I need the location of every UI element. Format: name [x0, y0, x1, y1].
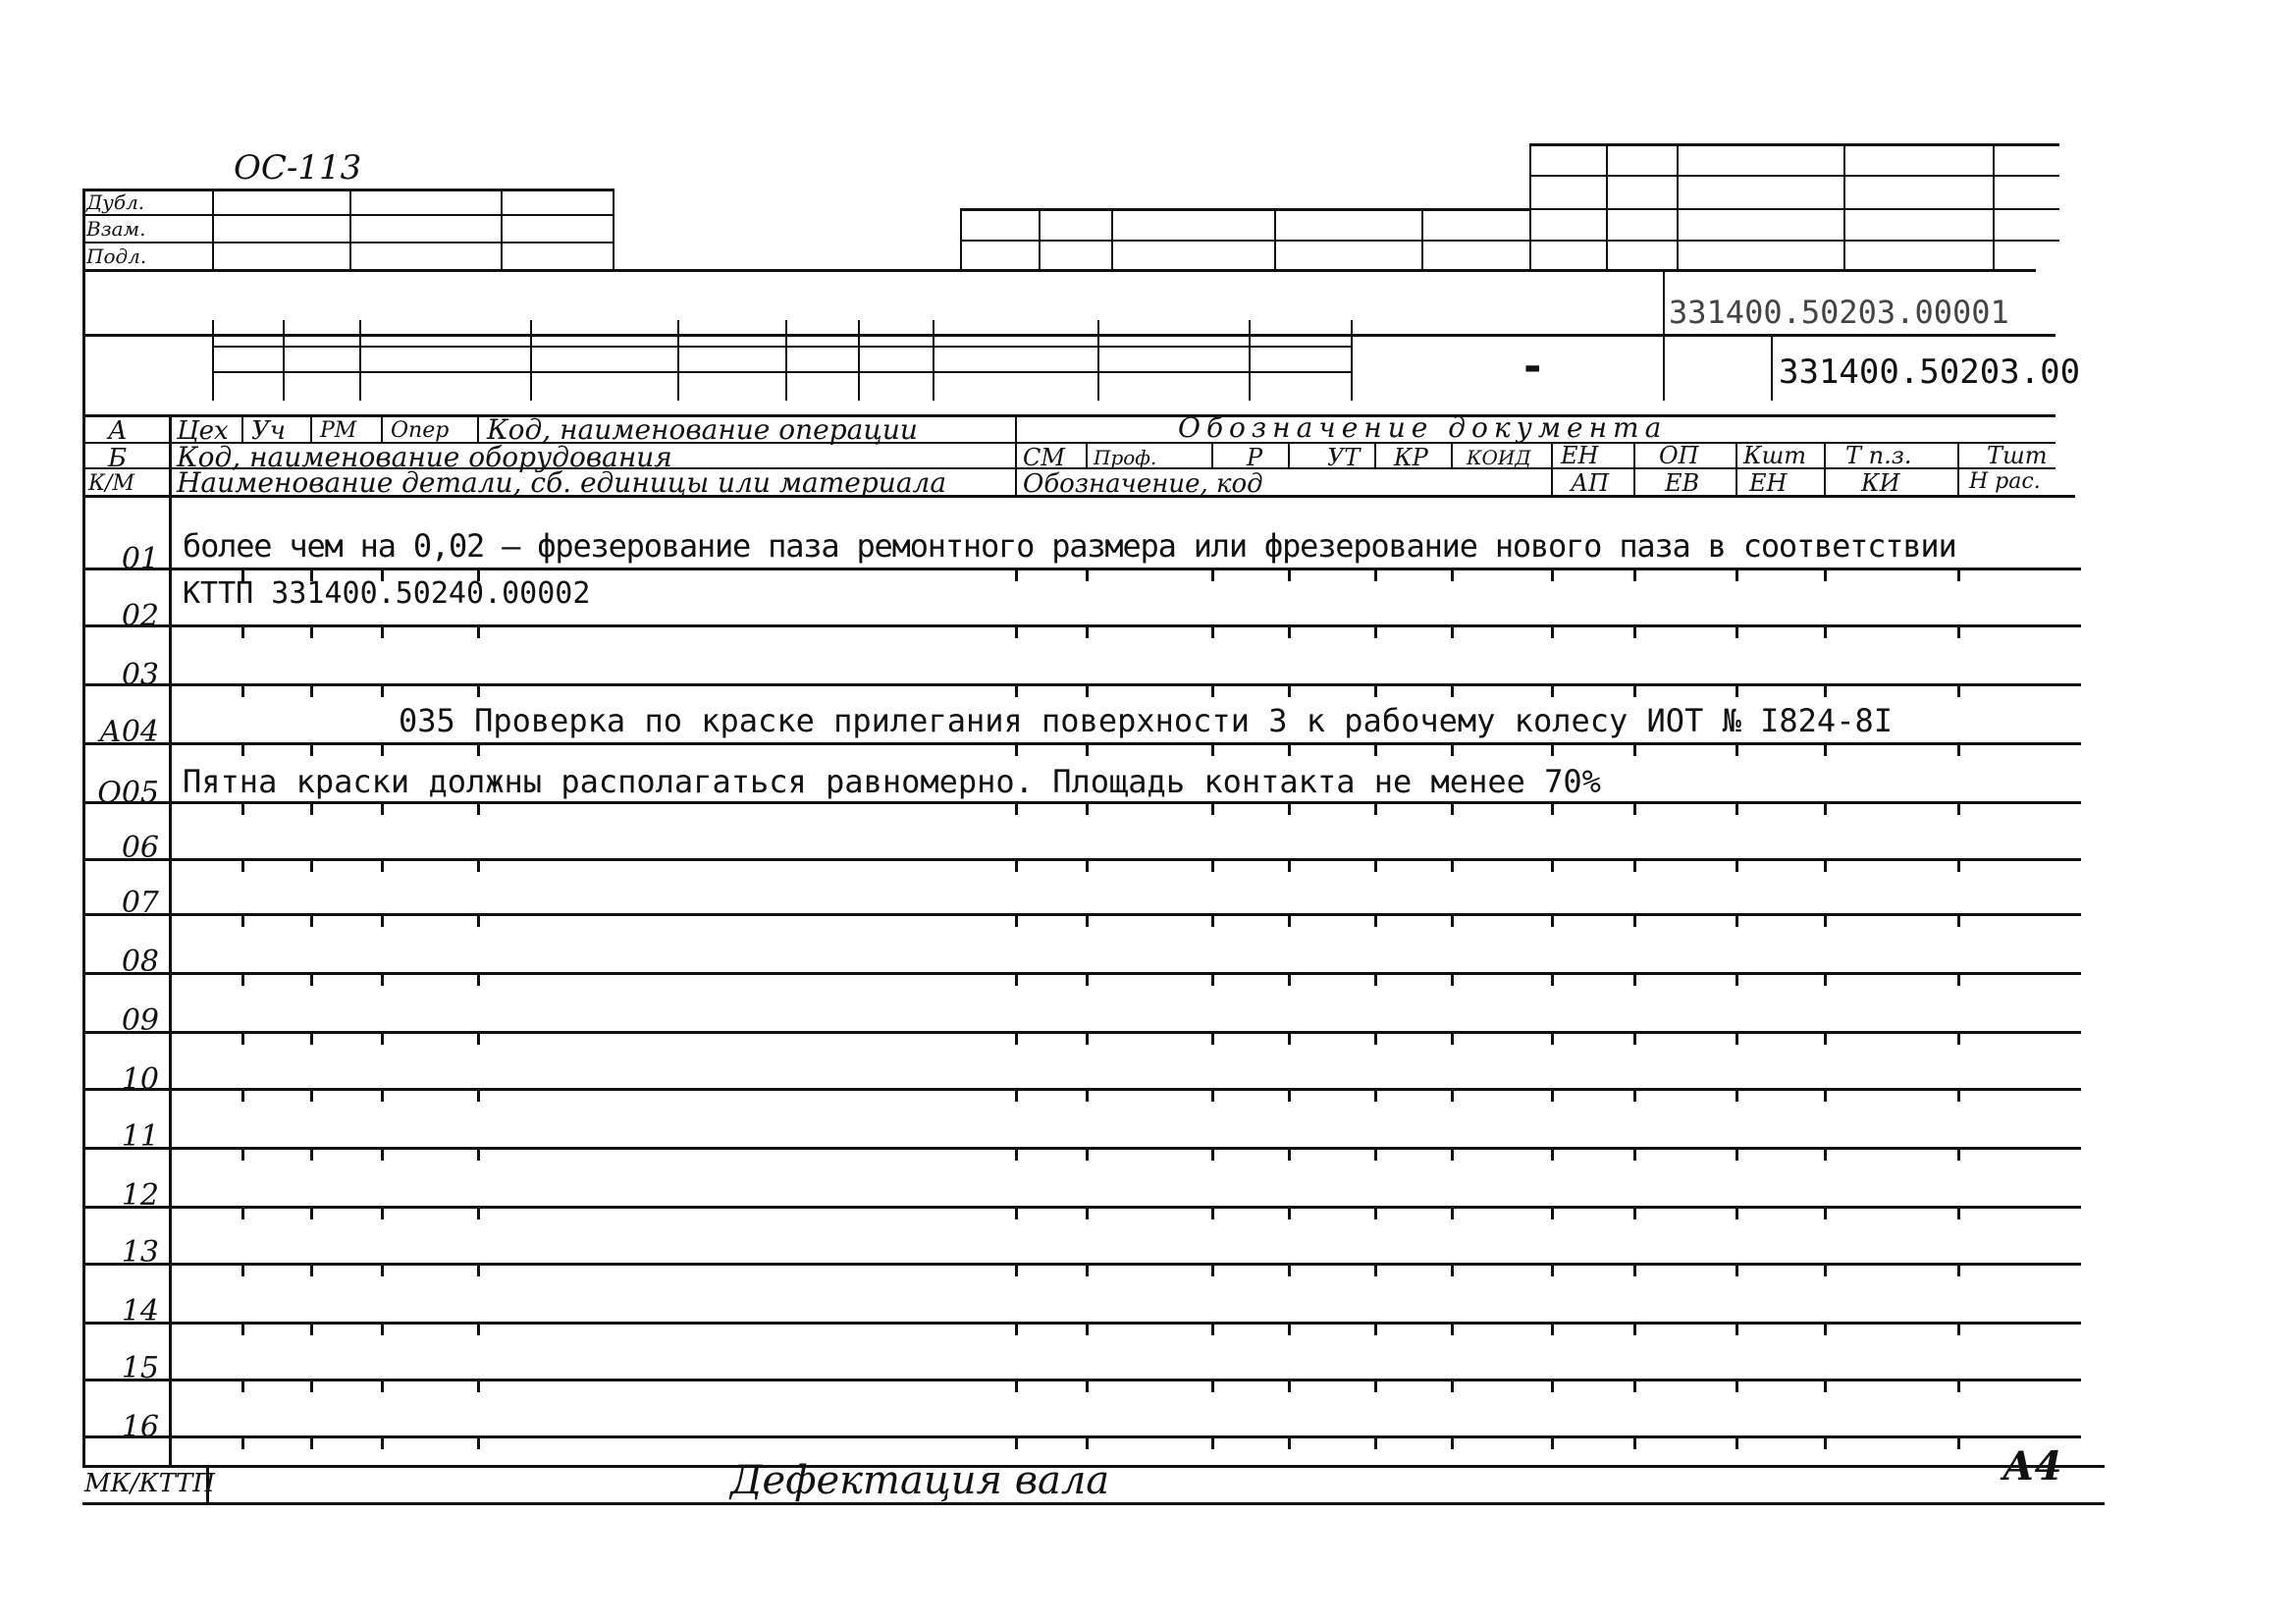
column-tick — [1086, 1206, 1089, 1219]
column-tick — [1015, 1031, 1018, 1045]
column-tick — [1086, 972, 1089, 986]
col-equipment: Код, наименование оборудования — [177, 441, 672, 473]
column-tick — [1633, 1379, 1636, 1392]
column-tick — [241, 1379, 244, 1392]
column-tick — [1957, 972, 1960, 986]
column-tick — [477, 1322, 480, 1335]
column-tick — [1824, 972, 1827, 986]
column-tick — [381, 624, 384, 638]
column-tick — [310, 742, 313, 756]
column-tick — [1633, 1206, 1636, 1219]
column-tick — [1086, 1147, 1089, 1161]
row-number: 11 — [121, 1119, 159, 1154]
column-tick — [1735, 1088, 1738, 1102]
column-tick — [477, 1147, 480, 1161]
row-number: 03 — [121, 658, 159, 692]
col-letter-km: К/М — [88, 471, 134, 496]
col-letter-a: А — [108, 416, 128, 446]
column-tick — [1288, 1147, 1291, 1161]
column-tick — [1824, 1147, 1827, 1161]
column-tick — [1374, 913, 1377, 927]
column-tick — [1451, 972, 1454, 986]
col-sm: СМ — [1023, 444, 1065, 471]
column-tick — [1451, 1088, 1454, 1102]
column-tick — [1735, 683, 1738, 697]
column-tick — [1957, 1088, 1960, 1102]
column-tick — [1824, 801, 1827, 815]
column-tick — [1451, 801, 1454, 815]
col-r: Р — [1247, 444, 1263, 471]
column-tick — [1451, 568, 1454, 581]
designation-dash: - — [1520, 342, 1546, 392]
column-tick — [1211, 858, 1214, 872]
column-tick — [1451, 742, 1454, 756]
column-tick — [1735, 624, 1738, 638]
column-tick — [1451, 1147, 1454, 1161]
column-tick — [1451, 858, 1454, 872]
column-tick — [477, 1435, 480, 1449]
col-oper: Опер — [391, 418, 450, 443]
column-tick — [1824, 624, 1827, 638]
row-number: 12 — [121, 1178, 159, 1213]
column-tick — [1735, 1147, 1738, 1161]
column-tick — [381, 1322, 384, 1335]
column-tick — [1211, 683, 1214, 697]
row-number: 13 — [121, 1235, 159, 1270]
column-tick — [1086, 742, 1089, 756]
column-tick — [1633, 913, 1636, 927]
row-text: КТТП 331400.50240.00002 — [183, 576, 591, 611]
column-tick — [477, 1088, 480, 1102]
column-tick — [1374, 1031, 1377, 1045]
col-uch: Уч — [251, 416, 286, 446]
column-tick — [1451, 1263, 1454, 1276]
column-tick — [1551, 858, 1554, 872]
column-tick — [310, 1031, 313, 1045]
label-vzam: Взам. — [86, 217, 146, 241]
column-tick — [381, 1435, 384, 1449]
column-tick — [381, 913, 384, 927]
column-tick — [1824, 1322, 1827, 1335]
column-tick — [1015, 683, 1018, 697]
col-code: Обозначение, код — [1023, 469, 1263, 499]
column-tick — [1633, 624, 1636, 638]
column-tick — [1086, 683, 1089, 697]
column-tick — [381, 972, 384, 986]
column-tick — [1211, 742, 1214, 756]
column-tick — [1015, 1322, 1018, 1335]
column-tick — [1824, 1031, 1827, 1045]
column-tick — [1551, 1379, 1554, 1392]
column-tick — [1211, 1088, 1214, 1102]
col-nras: Н рас. — [1969, 469, 2041, 494]
column-tick — [1374, 1379, 1377, 1392]
column-tick — [1451, 683, 1454, 697]
column-tick — [1288, 972, 1291, 986]
column-tick — [1957, 913, 1960, 927]
row-text: Пятна краски должны располагаться равномерно. Площадь контакта не менее 70% — [183, 763, 1601, 800]
column-tick — [477, 1379, 480, 1392]
column-tick — [1633, 1088, 1636, 1102]
column-tick — [310, 972, 313, 986]
column-tick — [310, 1322, 313, 1335]
column-tick — [1374, 972, 1377, 986]
column-tick — [241, 1088, 244, 1102]
footer-title: Дефектация вала — [730, 1458, 1110, 1503]
column-tick — [1824, 568, 1827, 581]
column-tick — [310, 683, 313, 697]
col-tpz: Т п.з. — [1845, 442, 1912, 469]
column-tick — [1086, 1322, 1089, 1335]
column-tick — [477, 624, 480, 638]
column-tick — [1211, 568, 1214, 581]
col-ut: УТ — [1327, 444, 1361, 471]
column-tick — [1824, 1263, 1827, 1276]
column-tick — [1451, 1206, 1454, 1219]
column-tick — [1288, 1206, 1291, 1219]
column-tick — [241, 1322, 244, 1335]
column-tick — [1633, 568, 1636, 581]
column-tick — [241, 624, 244, 638]
column-tick — [1735, 972, 1738, 986]
col-rm: РМ — [320, 418, 357, 443]
column-tick — [1288, 624, 1291, 638]
column-tick — [381, 568, 384, 581]
column-tick — [241, 858, 244, 872]
footer-format: А4 — [2002, 1443, 2062, 1489]
column-tick — [1374, 801, 1377, 815]
column-tick — [1374, 858, 1377, 872]
column-tick — [1633, 1322, 1636, 1335]
designation-main: 331400.50203.00 — [1779, 352, 2081, 392]
col-tseh: Цех — [177, 416, 229, 446]
column-tick — [1451, 1379, 1454, 1392]
col-letter-b: Б — [108, 444, 128, 473]
column-tick — [1211, 1147, 1214, 1161]
column-tick — [1086, 858, 1089, 872]
column-tick — [477, 683, 480, 697]
column-tick — [1086, 1435, 1089, 1449]
column-tick — [1451, 913, 1454, 927]
column-tick — [241, 742, 244, 756]
column-tick — [1211, 972, 1214, 986]
column-tick — [1288, 1088, 1291, 1102]
column-tick — [1211, 1206, 1214, 1219]
column-tick — [1086, 1088, 1089, 1102]
column-tick — [1957, 568, 1960, 581]
column-tick — [1824, 1379, 1827, 1392]
column-tick — [1374, 1435, 1377, 1449]
column-tick — [1735, 1031, 1738, 1045]
column-tick — [310, 1088, 313, 1102]
col-op: ОП — [1659, 442, 1699, 469]
column-tick — [1086, 801, 1089, 815]
column-tick — [477, 801, 480, 815]
column-tick — [1633, 972, 1636, 986]
column-tick — [1957, 1147, 1960, 1161]
doc-code: ОС-113 — [234, 148, 362, 188]
column-tick — [1015, 1147, 1018, 1161]
column-tick — [1633, 1263, 1636, 1276]
column-tick — [381, 1263, 384, 1276]
column-tick — [1633, 1147, 1636, 1161]
column-tick — [1211, 1322, 1214, 1335]
column-tick — [381, 1147, 384, 1161]
col-koid: КОИД — [1467, 446, 1531, 469]
column-tick — [1451, 1322, 1454, 1335]
column-tick — [1551, 742, 1554, 756]
column-tick — [477, 568, 480, 581]
row-number: А04 — [99, 715, 159, 749]
column-tick — [1633, 683, 1636, 697]
column-tick — [1451, 624, 1454, 638]
column-tick — [310, 568, 313, 581]
column-tick — [241, 683, 244, 697]
column-tick — [1633, 858, 1636, 872]
row-text: более чем на 0,02 – фрезерование паза ремонтного размера или фрезерование нового паза в соответствии — [183, 527, 1956, 565]
row-number: 06 — [121, 831, 159, 865]
footer-form-code: МК/КТТП — [84, 1469, 215, 1498]
column-tick — [1824, 858, 1827, 872]
column-tick — [310, 801, 313, 815]
col-material: Наименование детали, сб. единицы или материала — [177, 466, 947, 499]
column-tick — [1211, 1379, 1214, 1392]
column-tick — [1451, 1031, 1454, 1045]
column-tick — [1211, 624, 1214, 638]
column-tick — [241, 1147, 244, 1161]
column-tick — [1086, 568, 1089, 581]
column-tick — [1015, 1435, 1018, 1449]
column-tick — [1374, 568, 1377, 581]
column-tick — [241, 1263, 244, 1276]
column-tick — [1957, 1263, 1960, 1276]
column-tick — [1015, 624, 1018, 638]
column-tick — [1735, 568, 1738, 581]
column-tick — [241, 568, 244, 581]
column-tick — [310, 1379, 313, 1392]
column-tick — [1551, 1031, 1554, 1045]
row-number: 07 — [121, 886, 159, 920]
designation-top: 331400.50203.00001 — [1669, 294, 2009, 331]
column-tick — [381, 801, 384, 815]
column-tick — [1957, 801, 1960, 815]
column-tick — [1551, 1147, 1554, 1161]
column-tick — [1374, 683, 1377, 697]
col-en: ЕН — [1561, 442, 1599, 469]
column-tick — [1735, 1263, 1738, 1276]
column-tick — [1735, 1435, 1738, 1449]
col-kr: КР — [1394, 444, 1428, 471]
column-tick — [1551, 568, 1554, 581]
column-tick — [1374, 1322, 1377, 1335]
column-tick — [241, 801, 244, 815]
column-tick — [241, 1206, 244, 1219]
column-tick — [1374, 624, 1377, 638]
col-ev: ЕВ — [1665, 469, 1700, 497]
column-tick — [1086, 913, 1089, 927]
column-tick — [477, 858, 480, 872]
column-tick — [1824, 1206, 1827, 1219]
col-en2: ЕН — [1749, 469, 1788, 497]
column-tick — [1015, 568, 1018, 581]
column-tick — [381, 683, 384, 697]
column-tick — [310, 858, 313, 872]
column-tick — [1288, 801, 1291, 815]
column-tick — [310, 1147, 313, 1161]
column-tick — [1633, 1031, 1636, 1045]
column-tick — [241, 972, 244, 986]
column-tick — [1957, 683, 1960, 697]
column-tick — [1015, 1088, 1018, 1102]
column-tick — [241, 913, 244, 927]
column-tick — [1824, 742, 1827, 756]
column-tick — [1957, 1031, 1960, 1045]
column-tick — [1288, 742, 1291, 756]
column-tick — [1086, 624, 1089, 638]
row-number: 14 — [121, 1294, 159, 1328]
column-tick — [1957, 1435, 1960, 1449]
column-tick — [1015, 913, 1018, 927]
column-tick — [1551, 972, 1554, 986]
row-number: 01 — [121, 542, 159, 576]
col-doc-title: Обозначение документа — [1178, 411, 1668, 444]
column-tick — [1211, 1435, 1214, 1449]
column-tick — [477, 1206, 480, 1219]
column-tick — [241, 1031, 244, 1045]
column-tick — [1288, 1031, 1291, 1045]
column-tick — [1551, 1435, 1554, 1449]
column-tick — [1288, 858, 1291, 872]
column-tick — [310, 624, 313, 638]
column-tick — [477, 913, 480, 927]
col-prof: Проф. — [1094, 446, 1157, 469]
column-tick — [1015, 1379, 1018, 1392]
column-tick — [1735, 1379, 1738, 1392]
column-tick — [1735, 801, 1738, 815]
column-tick — [381, 742, 384, 756]
column-tick — [1288, 1435, 1291, 1449]
column-tick — [381, 1088, 384, 1102]
column-tick — [310, 1435, 313, 1449]
column-tick — [1735, 1322, 1738, 1335]
column-tick — [1957, 1206, 1960, 1219]
column-tick — [1551, 913, 1554, 927]
column-tick — [1824, 1435, 1827, 1449]
column-tick — [310, 1263, 313, 1276]
column-tick — [477, 972, 480, 986]
column-tick — [1015, 801, 1018, 815]
column-tick — [1288, 568, 1291, 581]
row-text: 035 Проверка по краске прилегания поверхности 3 к рабочему колесу ИОТ № I824-8I — [399, 702, 1893, 739]
label-dubl: Дубл. — [86, 190, 145, 214]
column-tick — [381, 1031, 384, 1045]
column-tick — [1374, 742, 1377, 756]
column-tick — [1086, 1031, 1089, 1045]
column-tick — [1211, 1263, 1214, 1276]
column-tick — [1551, 683, 1554, 697]
column-tick — [1633, 1435, 1636, 1449]
column-tick — [381, 1206, 384, 1219]
column-tick — [1957, 742, 1960, 756]
column-tick — [1015, 1206, 1018, 1219]
column-tick — [1015, 742, 1018, 756]
column-tick — [1735, 742, 1738, 756]
column-tick — [1015, 858, 1018, 872]
label-podl: Подл. — [86, 244, 147, 268]
column-tick — [1211, 913, 1214, 927]
column-tick — [1633, 801, 1636, 815]
column-tick — [1288, 1379, 1291, 1392]
column-tick — [381, 858, 384, 872]
column-tick — [1211, 1031, 1214, 1045]
column-tick — [1551, 1263, 1554, 1276]
column-tick — [1824, 683, 1827, 697]
col-ki: КИ — [1861, 469, 1900, 497]
column-tick — [477, 742, 480, 756]
column-tick — [310, 1206, 313, 1219]
column-tick — [1015, 972, 1018, 986]
column-tick — [1374, 1147, 1377, 1161]
column-tick — [1288, 1322, 1291, 1335]
column-tick — [1633, 742, 1636, 756]
column-tick — [1451, 1435, 1454, 1449]
row-number: 09 — [121, 1003, 159, 1038]
column-tick — [1735, 913, 1738, 927]
column-tick — [1551, 801, 1554, 815]
column-tick — [1735, 1206, 1738, 1219]
row-number: 10 — [121, 1062, 159, 1097]
column-tick — [477, 1031, 480, 1045]
column-tick — [1374, 1263, 1377, 1276]
column-tick — [1288, 683, 1291, 697]
column-tick — [1824, 913, 1827, 927]
column-tick — [1374, 1206, 1377, 1219]
column-tick — [1551, 1088, 1554, 1102]
column-tick — [241, 1435, 244, 1449]
col-kshm: Кшт — [1743, 442, 1807, 469]
column-tick — [381, 1379, 384, 1392]
column-tick — [1957, 858, 1960, 872]
row-number: 02 — [121, 599, 159, 633]
column-tick — [1086, 1263, 1089, 1276]
column-tick — [1015, 1263, 1018, 1276]
row-number: 15 — [121, 1351, 159, 1385]
column-tick — [1824, 1088, 1827, 1102]
col-tsht: Тшт — [1987, 442, 2048, 469]
column-tick — [1211, 801, 1214, 815]
col-ap: АП — [1571, 469, 1610, 497]
col-operation: Код, наименование операции — [487, 413, 918, 446]
row-number: О05 — [97, 776, 159, 810]
column-tick — [1374, 1088, 1377, 1102]
column-tick — [1551, 624, 1554, 638]
column-tick — [1957, 624, 1960, 638]
column-tick — [310, 913, 313, 927]
column-tick — [1086, 1379, 1089, 1392]
column-tick — [1735, 858, 1738, 872]
column-tick — [1957, 1379, 1960, 1392]
row-number: 16 — [121, 1410, 159, 1444]
column-tick — [1551, 1206, 1554, 1219]
column-tick — [1288, 913, 1291, 927]
column-tick — [1288, 1263, 1291, 1276]
column-tick — [477, 1263, 480, 1276]
column-tick — [1551, 1322, 1554, 1335]
row-number: 08 — [121, 945, 159, 979]
column-tick — [1957, 1322, 1960, 1335]
